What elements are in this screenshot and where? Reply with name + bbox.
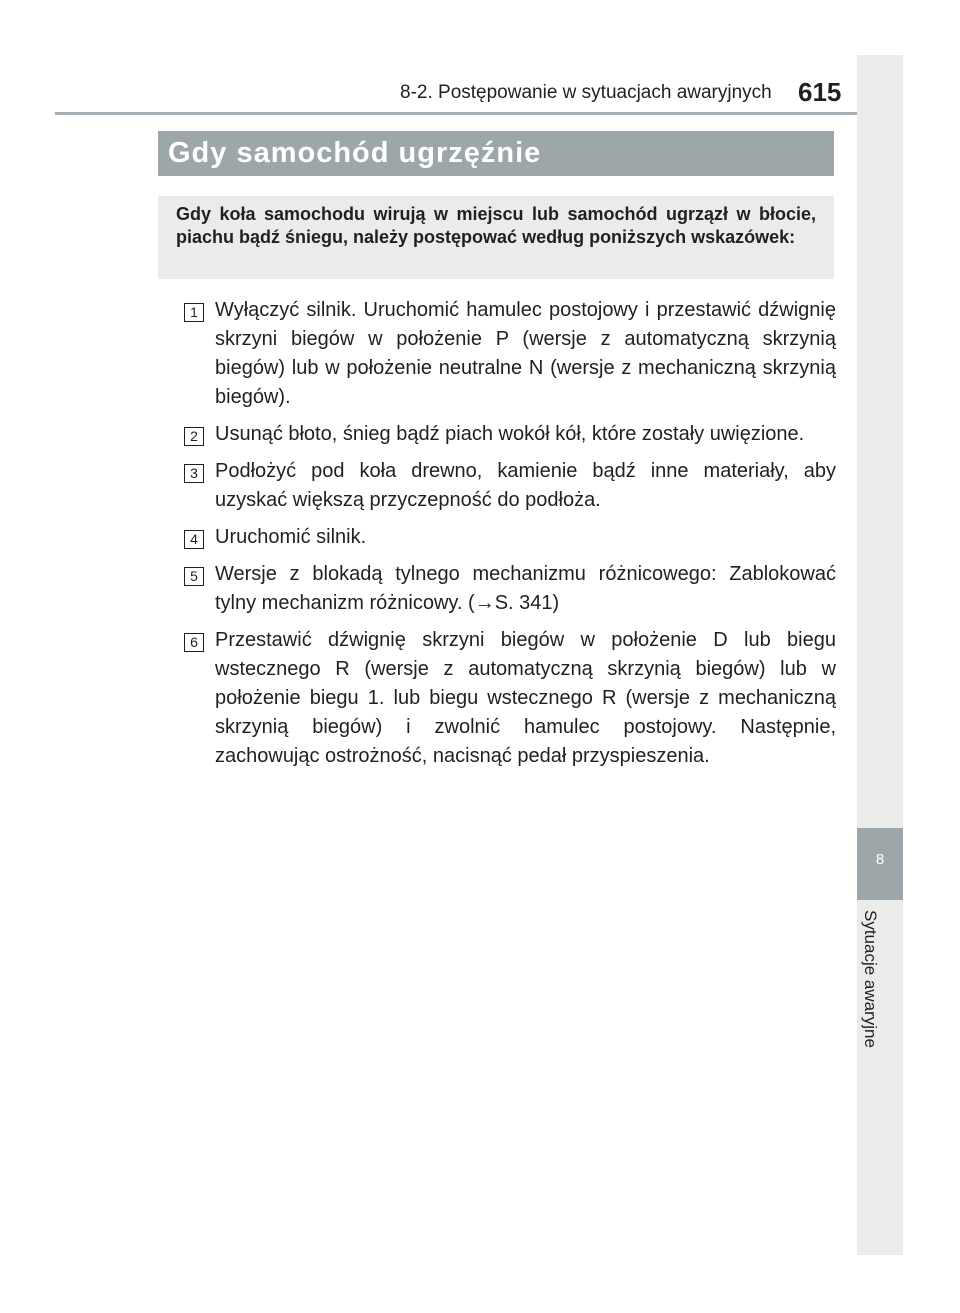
step-text: Przestawić dźwignię skrzyni biegów w położenie D lub biegu wstecznego R (wersje z automatyczną skrzynią biegów) lub w położenie biegu 1. lub biegu wstecznego R (wersje z mechaniczną skrzynią biegów) i zwolnić hamulec postojowy. Następnie, zachowując ostrożność, nacisnąć pedał przyspieszenia.: [215, 629, 836, 767]
chapter-title: Sytuacje awaryjne: [861, 910, 880, 1048]
step-number-badge: 1: [184, 303, 204, 322]
step-item: [184, 523, 836, 552]
intro-box: Gdy koła samochodu wirują w miejscu lub samochód ugrzązł w błocie, piachu bądź śniegu, należy postępować według poniższych wskazówek:: [158, 196, 834, 279]
header-divider: [55, 112, 903, 115]
step-item: [184, 296, 836, 412]
step-text: Uruchomić silnik.: [215, 526, 367, 548]
step-number-badge: 4: [184, 530, 204, 549]
page-number: 615: [798, 77, 842, 107]
chapter-side-tab: [857, 55, 903, 1255]
step-item: [184, 626, 836, 771]
step-number-badge: 5: [184, 567, 204, 586]
step-text: Wyłączyć silnik. Uruchomić hamulec postojowy i przestawić dźwignię skrzyni biegów w położenie P (wersje z automatyczną skrzynią biegów) lub w położenie neutralne N (wersje z mechaniczną skrzynią biegów).: [215, 299, 836, 408]
step-text: Podłożyć pod koła drewno, kamienie bądź inne materiały, aby uzyskać większą przyczepność do podłoża.: [215, 460, 836, 511]
step-text: Usunąć błoto, śnieg bądź piach wokół kół, które zostały uwięzione.: [215, 423, 805, 445]
page-title: Gdy samochód ugrzęźnie: [158, 131, 834, 176]
step-item: [184, 420, 836, 449]
section-header: 8-2. Postępowanie w sytuacjach awaryjnych: [400, 82, 772, 103]
step-text: Wersje z blokadą tylnego mechanizmu różnicowego: Zablokować tylny mechanizm różnicowy. (→S. 341): [215, 563, 836, 614]
step-number-badge: 2: [184, 427, 204, 446]
step-number-badge: 6: [184, 633, 204, 652]
step-list: [184, 296, 836, 779]
step-item: [184, 560, 836, 618]
step-item: [184, 457, 836, 515]
chapter-number: 8: [857, 828, 903, 900]
step-number-badge: 3: [184, 464, 204, 483]
